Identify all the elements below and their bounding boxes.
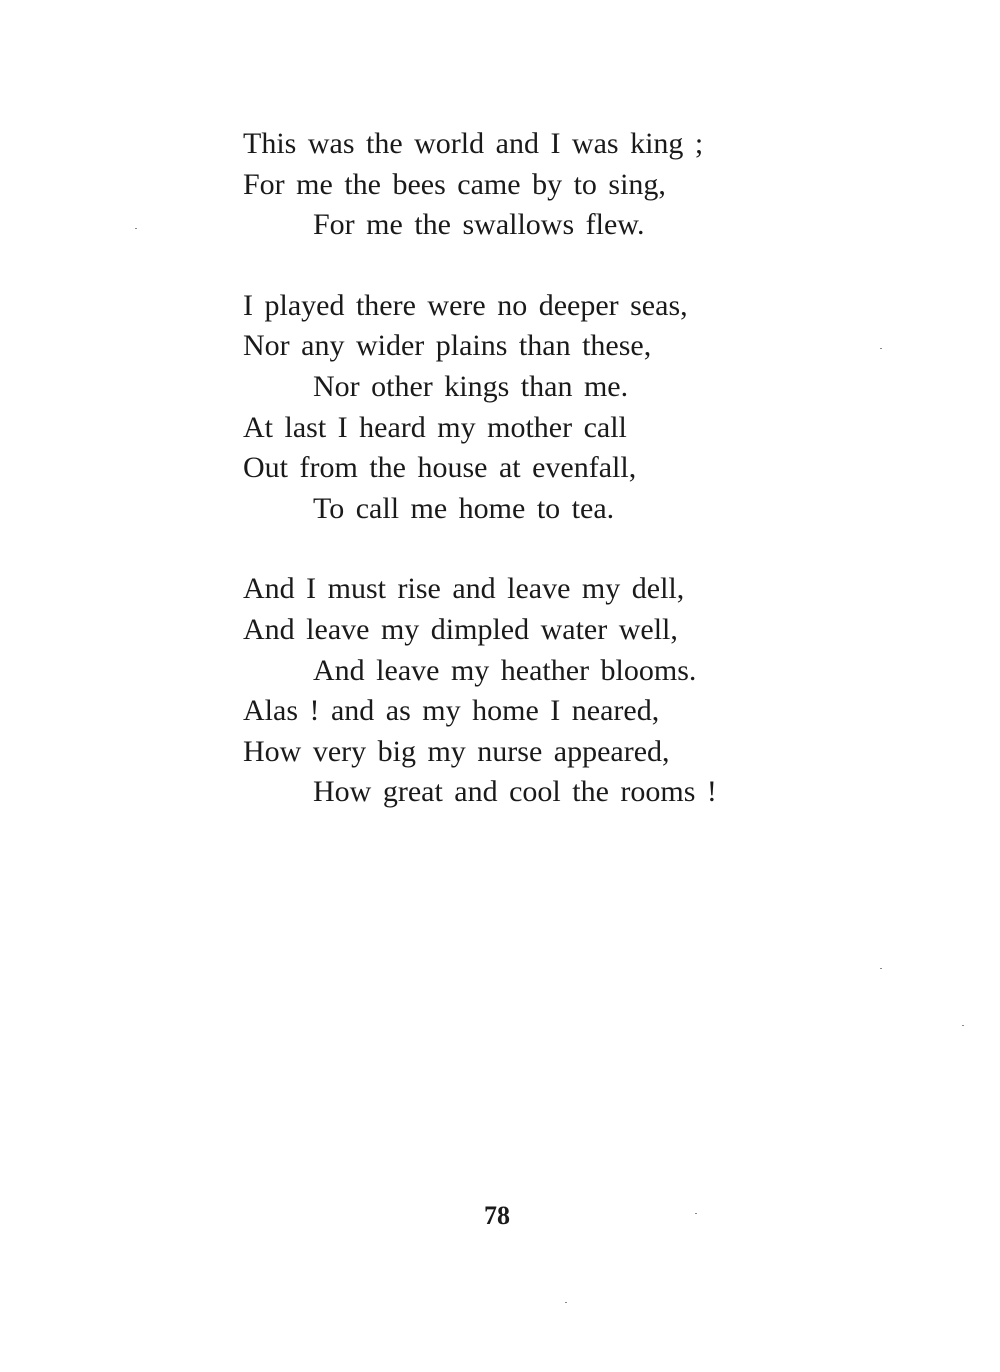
poem-line-indented: How great and cool the rooms !	[313, 775, 717, 809]
poem-line-indented: And leave my heather blooms.	[313, 653, 697, 687]
stanza-2	[243, 286, 843, 530]
poem-line: Nor any wider plains than these,	[243, 329, 652, 363]
poem	[243, 124, 843, 813]
scan-speck	[135, 228, 137, 229]
stanza-break	[243, 529, 843, 569]
stanza-3	[243, 569, 843, 813]
poem-line: For me the bees came by to sing,	[243, 167, 666, 201]
poem-line: Out from the house at evenfall,	[243, 451, 637, 485]
poem-line-indented: For me the swallows flew.	[313, 208, 645, 242]
poem-line: At last I heard my mother call	[243, 410, 627, 444]
poem-line: And I must rise and leave my dell,	[243, 572, 685, 606]
scan-speck	[695, 1213, 697, 1214]
poem-line: Alas ! and as my home I neared,	[243, 694, 660, 728]
scan-speck	[565, 1302, 567, 1303]
stanza-break	[243, 246, 843, 286]
poem-line-indented: To call me home to tea.	[313, 491, 615, 525]
page-number: 78	[484, 1201, 510, 1230]
poem-line: And leave my dimpled water well,	[243, 612, 678, 646]
scan-speck	[880, 348, 882, 349]
scan-speck	[962, 1025, 964, 1026]
stanza-1	[243, 124, 843, 246]
poem-line: I played there were no deeper seas,	[243, 288, 688, 322]
poem-line-indented: Nor other kings than me.	[313, 369, 629, 403]
scan-speck	[880, 968, 882, 969]
poem-line: How very big my nurse appeared,	[243, 734, 670, 768]
poem-line: This was the world and I was king ;	[243, 127, 704, 160]
